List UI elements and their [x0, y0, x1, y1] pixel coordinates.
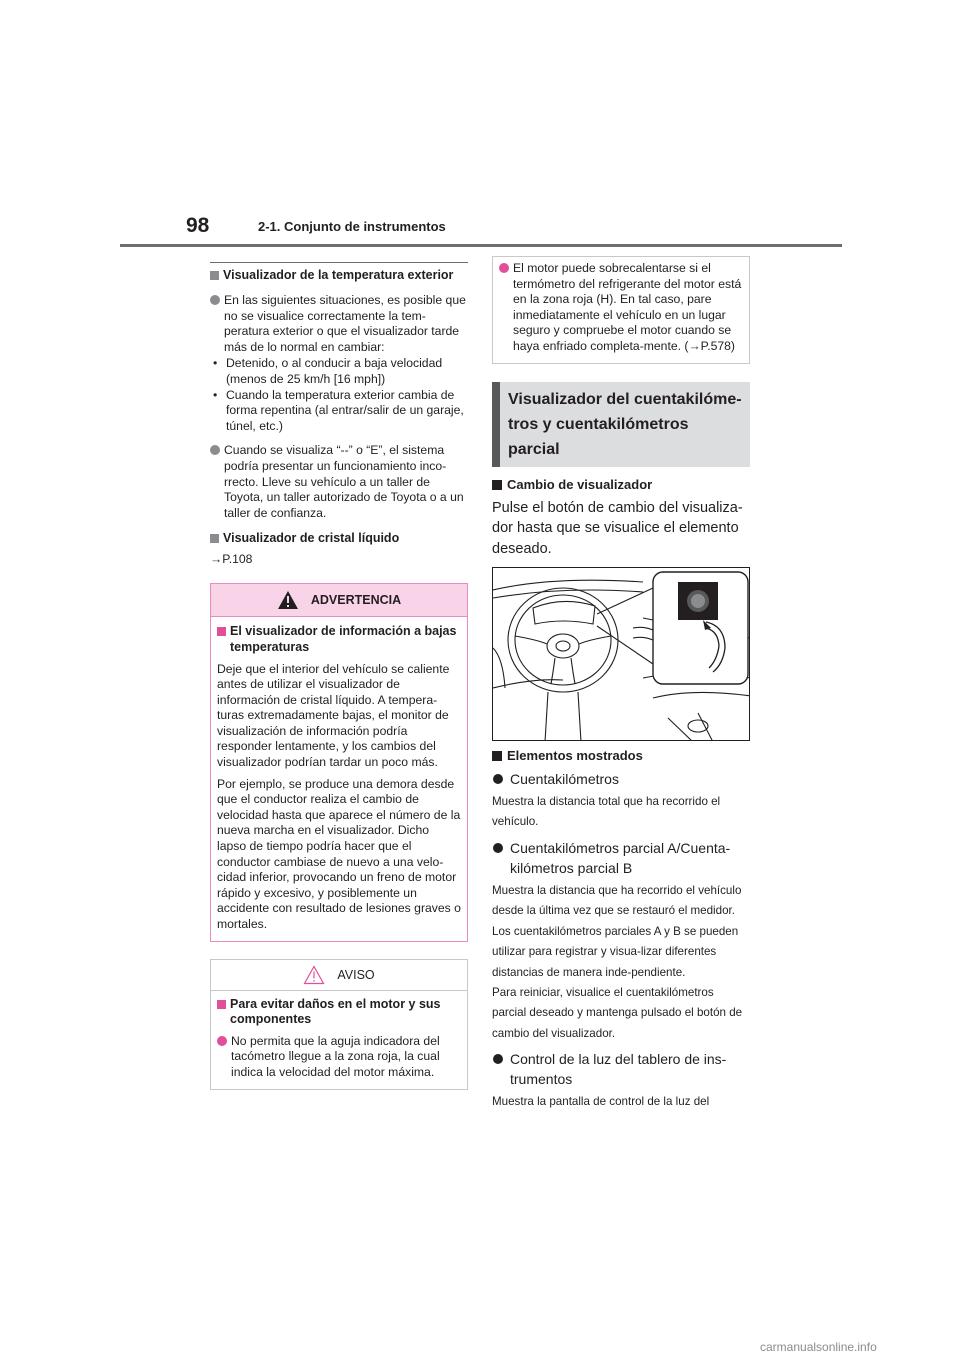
notice-bullet: No permita que la aguja indicadora del tacómetro llegue a la zona roja, la cual indica la velocidad del motor máxima. — [217, 1034, 461, 1081]
left-column — [210, 262, 468, 1090]
warning-header — [211, 584, 467, 617]
right-column — [492, 256, 750, 1113]
list-item: • Cuando la temperatura exterior cambia de forma repentina (al entrar/salir de un garaje, túnel, etc.) — [210, 388, 468, 435]
circle-bullet-icon — [493, 1054, 503, 1064]
item-trip-meter: Cuentakilómetros parcial A/Cuenta-kilómetros parcial B — [492, 838, 750, 878]
item-panel-light: Control de la luz del tablero de ins-trumentos — [492, 1049, 750, 1089]
square-bullet-icon — [492, 751, 502, 761]
notice-heading: Para evitar daños en el motor y sus componentes — [217, 997, 461, 1028]
square-bullet-icon — [492, 480, 502, 490]
temp-heading: Visualizador de la temperatura exterior — [210, 262, 468, 284]
notice-body — [211, 991, 467, 1089]
item-panel-light-desc: Muestra la pantalla de control de la luz del — [492, 1095, 710, 1109]
lcd-page-ref[interactable]: →P.108 — [210, 552, 253, 567]
temp-bullet-2: Cuando se visualiza “--” o “E”, el sistema podría presentar un funcionamiento inco-rrecto. Lleve su vehículo a un taller de Toyota, un taller autorizado de Toyota o a un taller de confianza. — [210, 443, 468, 521]
warning-triangle-icon — [277, 590, 299, 610]
notice-triangle-icon — [303, 965, 325, 985]
page-number: 98 — [186, 214, 210, 237]
square-bullet-icon — [217, 627, 226, 636]
square-bullet-icon — [217, 1000, 226, 1009]
note-bullet: El motor puede sobrecalentarse si el termómetro del refrigerante del motor está en la zona roja (H). En tal caso, pare inmediatamente el vehículo en un lugar seguro y compruebe el motor cuando se haya enfriado completa-mente. (→P.578) — [499, 261, 743, 355]
items-heading: Elementos mostrados — [492, 747, 750, 765]
square-bullet-icon — [210, 271, 219, 280]
steering-wheel-illustration — [493, 568, 750, 741]
note-box — [492, 256, 750, 364]
change-heading: Cambio de visualizador — [492, 476, 750, 494]
warning-body — [211, 617, 467, 940]
header-rule — [120, 244, 842, 247]
circle-bullet-icon — [217, 1036, 227, 1046]
warning-paragraph-2: Por ejemplo, se produce una demora desde que el conductor realiza el cambio de velocidad hasta que aparece el número de la nueva marcha en el visualizador. Dicho lapso de tiempo podría hacer que el conductor cambiase de nuevo a una velo-cidad inferior, provocando un freno de motor rápido y excesivo, y posiblemente un accidente con resultado de lesiones graves o mortales. — [217, 776, 461, 931]
change-body: Pulse el botón de cambio del visualiza-dor hasta que se visualice el elemento deseado. — [492, 499, 743, 557]
section-title: 2-1. Conjunto de instrumentos — [258, 219, 446, 234]
notice-label: AVISO — [337, 967, 375, 982]
notice-box — [210, 959, 468, 1090]
item-trip-meter-desc: Muestra la distancia que ha recorrido el vehículo desde la última vez que se restauró el medidor. Los cuentakilómetros parciales A y B se pueden utilizar para registrar y visua-lizar diferentes distancias de manera inde-pendiente. — [492, 883, 742, 979]
watermark: carmanualsonline.info — [760, 1340, 877, 1354]
square-bullet-icon — [210, 534, 219, 543]
section-banner — [492, 382, 750, 467]
warning-box — [210, 583, 468, 941]
lcd-heading: Visualizador de cristal líquido — [210, 530, 468, 547]
circle-bullet-icon — [499, 263, 509, 273]
warning-label: ADVERTENCIA — [310, 593, 402, 608]
item-odometer-desc: Muestra la distancia total que ha recorrido el vehículo. — [492, 795, 721, 829]
banner-title: Visualizador del cuentakilóme-tros y cuentakilómetros parcial — [508, 390, 742, 458]
circle-bullet-icon — [493, 843, 503, 853]
circle-bullet-icon — [210, 295, 220, 305]
list-item: • Detenido, o al conducir a baja velocidad (menos de 25 km/h [16 mph]) — [210, 356, 468, 387]
dashboard-illustration — [492, 567, 750, 741]
notice-header — [211, 960, 467, 991]
circle-bullet-icon — [210, 445, 220, 455]
item-odometer: Cuentakilómetros — [492, 769, 750, 789]
warning-heading: El visualizador de información a bajas temperaturas — [217, 624, 461, 655]
temp-conditions-list — [210, 356, 468, 434]
item-trip-meter-reset: Para reiniciar, visualice el cuentakilómetros parcial deseado y mantenga pulsado el botón de cambio del visualizador. — [492, 985, 743, 1040]
warning-paragraph-1: Deje que el interior del vehículo se caliente antes de utilizar el visualizador de información de cristal líquido. A tempera-turas extremadamente bajas, el monitor de visualización de información podría responder lentamente, y los cambios del visualizador podrían tardar un poco más. — [217, 661, 450, 770]
temp-bullet-1: En las siguientes situaciones, es posible que no se visualice correctamente la tem-peratura exterior o que el visualizador tarde más de lo normal en cambiar: — [210, 293, 468, 355]
circle-bullet-icon — [493, 774, 503, 784]
